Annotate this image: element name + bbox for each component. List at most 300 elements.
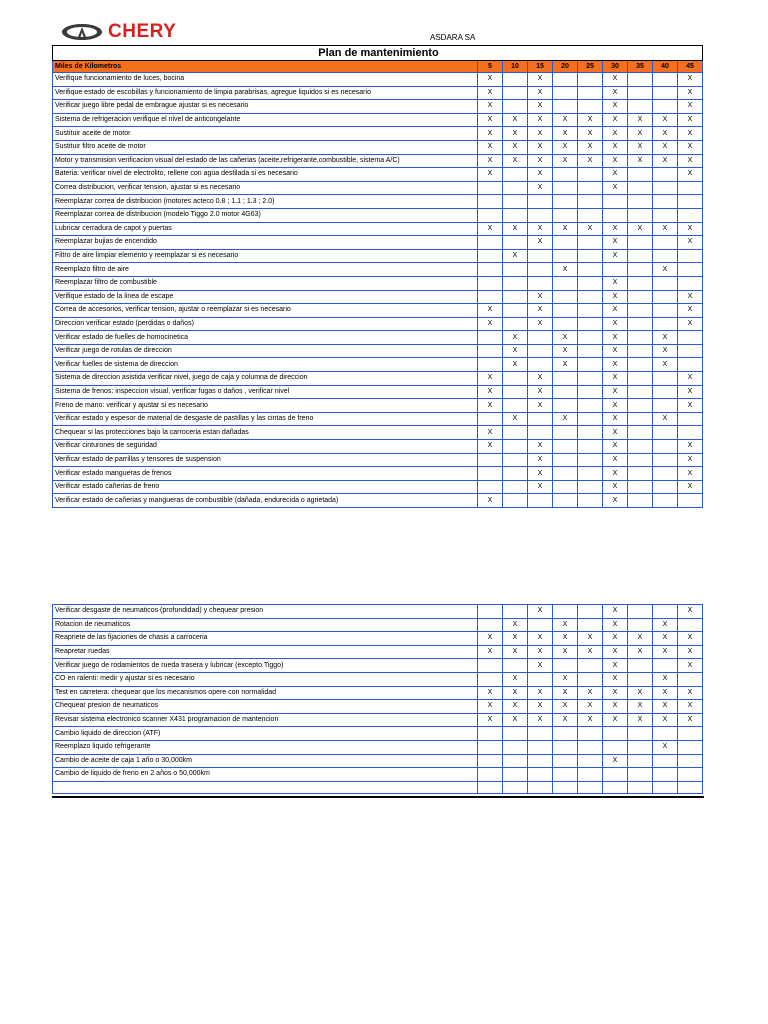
interval-cell: X [653,263,678,277]
interval-cell [678,208,703,222]
interval-cell [578,399,603,413]
table-row [53,632,703,646]
interval-cell: X [678,605,703,619]
interval-cell: X [628,713,653,727]
header-km: 35 [628,61,653,73]
task-label: Reapretar ruedas [53,645,478,659]
task-label: Reemplazar correa de distribucion (motores acteco 0.8 ; 1.1 ; 1.3 ; 2.0) [53,195,478,209]
interval-cell [578,412,603,426]
interval-cell: X [603,385,628,399]
interval-cell [578,276,603,290]
interval-cell: X [603,140,628,154]
interval-cell [578,768,603,782]
interval-cell [653,73,678,87]
interval-cell [528,344,553,358]
interval-cell: X [628,113,653,127]
maintenance-table-continued [52,604,703,794]
task-label: Correa de accesorios, verificar tension, ajustar o reemplazar si es necesario [53,304,478,318]
blank-cell [478,781,503,793]
interval-cell: X [503,672,528,686]
interval-cell: X [678,236,703,250]
table-row [53,467,703,481]
interval-cell [553,440,578,454]
interval-cell: X [553,344,578,358]
task-label: CO en ralenti: medir y ajustar si es necesario [53,672,478,686]
header-km: 40 [653,61,678,73]
table-row [53,249,703,263]
interval-cell [628,426,653,440]
table-row [53,73,703,87]
blank-cell [578,781,603,793]
interval-cell [628,467,653,481]
interval-cell [553,605,578,619]
interval-cell [553,73,578,87]
interval-cell: X [503,700,528,714]
interval-cell: X [528,290,553,304]
interval-cell [553,768,578,782]
interval-cell: X [678,222,703,236]
interval-cell [628,740,653,754]
interval-cell: X [603,358,628,372]
interval-cell [578,467,603,481]
interval-cell [503,168,528,182]
interval-cell: X [528,222,553,236]
interval-cell [503,236,528,250]
interval-cell: X [628,700,653,714]
interval-cell [578,480,603,494]
task-label: Rotacion de neumaticos [53,618,478,632]
interval-cell [678,331,703,345]
interval-cell: X [578,154,603,168]
interval-cell [653,168,678,182]
interval-cell [528,412,553,426]
interval-cell [578,304,603,318]
interval-cell: X [678,659,703,673]
interval-cell: X [603,317,628,331]
interval-cell [678,181,703,195]
interval-cell: X [603,73,628,87]
interval-cell [528,249,553,263]
interval-cell: X [578,686,603,700]
interval-cell [653,768,678,782]
table-row [53,290,703,304]
table-header-row [53,61,703,73]
table-row [53,344,703,358]
interval-cell [653,236,678,250]
interval-cell [478,754,503,768]
interval-cell [528,754,553,768]
interval-cell [678,672,703,686]
interval-cell [528,195,553,209]
interval-cell: X [503,645,528,659]
interval-cell [478,480,503,494]
interval-cell [628,249,653,263]
interval-cell: X [603,154,628,168]
interval-cell [478,453,503,467]
interval-cell [628,276,653,290]
interval-cell [653,453,678,467]
interval-cell [503,100,528,114]
interval-cell [653,426,678,440]
interval-cell: X [478,399,503,413]
interval-cell [578,344,603,358]
interval-cell: X [678,127,703,141]
interval-cell [503,467,528,481]
task-label: Verificar estado y espesor de material de desgaste de pastillas y las cintas de freno [53,412,478,426]
interval-cell [678,727,703,741]
interval-cell [503,494,528,508]
interval-cell [478,605,503,619]
interval-cell: X [528,113,553,127]
interval-cell: X [553,632,578,646]
interval-cell [478,412,503,426]
interval-cell: X [653,140,678,154]
table-row [53,222,703,236]
interval-cell [653,494,678,508]
interval-cell: X [528,645,553,659]
task-label: Verifique estado de escobillas y funcionamiento de limpia parabrisas, agregue liquidos si es necesario [53,86,478,100]
interval-cell: X [553,127,578,141]
interval-cell: X [553,358,578,372]
interval-cell: X [603,222,628,236]
interval-cell [553,399,578,413]
blank-cell [503,781,528,793]
interval-cell: X [653,686,678,700]
interval-cell: X [553,113,578,127]
interval-cell: X [478,222,503,236]
interval-cell: X [603,412,628,426]
table-row [53,480,703,494]
interval-cell: X [603,686,628,700]
interval-cell [478,331,503,345]
task-label: Chequear si las protecciones bajo la carroceria estan dañadas [53,426,478,440]
interval-cell [628,358,653,372]
table-row [53,317,703,331]
interval-cell [478,727,503,741]
interval-cell [553,453,578,467]
table-row [53,208,703,222]
task-label: Sistema de direccion asistida verificar nivel, juego de caja y columna de direccion [53,372,478,386]
interval-cell: X [478,140,503,154]
interval-cell [628,385,653,399]
interval-cell [578,754,603,768]
task-label: Filtro de aire limpiar elemento y reemplazar si es necesario [53,249,478,263]
interval-cell [528,276,553,290]
interval-cell [678,276,703,290]
interval-cell: X [503,331,528,345]
interval-cell [678,754,703,768]
chery-logo [60,22,176,42]
interval-cell: X [678,372,703,386]
interval-cell [478,344,503,358]
interval-cell: X [653,222,678,236]
interval-cell [503,304,528,318]
interval-cell: X [503,222,528,236]
interval-cell [503,768,528,782]
interval-cell: X [528,140,553,154]
task-label: Freno de mano: verificar y ajustar si es necesario [53,399,478,413]
interval-cell [578,100,603,114]
interval-cell: X [603,304,628,318]
interval-cell [528,331,553,345]
page-divider [52,796,704,798]
interval-cell [578,73,603,87]
interval-cell [653,317,678,331]
interval-cell: X [603,467,628,481]
interval-cell: X [478,494,503,508]
interval-cell: X [603,236,628,250]
blank-cell [628,781,653,793]
interval-cell [628,263,653,277]
table-title: Plan de mantenimiento [53,46,703,61]
interval-cell: X [603,372,628,386]
interval-cell: X [528,632,553,646]
interval-cell: X [478,168,503,182]
interval-cell [578,86,603,100]
interval-cell: X [628,222,653,236]
task-label: Verifique funcionamiento de luces, bocina [53,73,478,87]
interval-cell [478,249,503,263]
interval-cell: X [678,290,703,304]
interval-cell: X [603,100,628,114]
interval-cell: X [653,127,678,141]
interval-cell: X [478,385,503,399]
interval-cell: X [678,713,703,727]
interval-cell: X [653,740,678,754]
interval-cell: X [603,181,628,195]
interval-cell [628,727,653,741]
interval-cell: X [528,686,553,700]
interval-cell [628,768,653,782]
interval-cell [503,659,528,673]
interval-cell [528,672,553,686]
interval-cell [578,317,603,331]
interval-cell: X [653,618,678,632]
interval-cell: X [678,140,703,154]
interval-cell: X [678,453,703,467]
interval-cell: X [678,73,703,87]
interval-cell [653,372,678,386]
interval-cell: X [503,127,528,141]
interval-cell [553,372,578,386]
table-row [53,412,703,426]
interval-cell [478,659,503,673]
interval-cell: X [678,317,703,331]
interval-cell: X [503,154,528,168]
task-label: Verificar estado de fuelles de homocinetica [53,331,478,345]
interval-cell: X [478,372,503,386]
blank-row [53,781,703,793]
interval-cell [528,263,553,277]
interval-cell [653,727,678,741]
interval-cell [578,672,603,686]
interval-cell [653,440,678,454]
header-km: 5 [478,61,503,73]
interval-cell [553,480,578,494]
interval-cell [628,181,653,195]
interval-cell: X [503,412,528,426]
interval-cell [528,494,553,508]
table-row [53,453,703,467]
interval-cell: X [478,700,503,714]
task-label: Bateria: verificar nivel de electrolito, rellene con agua destilada si es necesario [53,168,478,182]
interval-cell [528,208,553,222]
header-km: 45 [678,61,703,73]
interval-cell: X [603,713,628,727]
interval-cell [578,426,603,440]
interval-cell [553,385,578,399]
interval-cell [553,208,578,222]
interval-cell [628,672,653,686]
interval-cell [503,440,528,454]
task-label: Chequear presion de neumaticos [53,700,478,714]
interval-cell: X [678,632,703,646]
interval-cell [628,605,653,619]
interval-cell: X [578,700,603,714]
interval-cell: X [478,86,503,100]
interval-cell [553,290,578,304]
interval-cell [578,181,603,195]
interval-cell [503,453,528,467]
interval-cell [578,440,603,454]
interval-cell: X [678,645,703,659]
task-label: Reemplazo liquido refrigerante [53,740,478,754]
table-title-row [53,46,703,61]
task-label: Verificar juego libre pedal de embrague ajustar si es necesario [53,100,478,114]
interval-cell [628,331,653,345]
interval-cell: X [528,317,553,331]
interval-cell [628,659,653,673]
interval-cell [503,86,528,100]
interval-cell [503,385,528,399]
interval-cell [628,290,653,304]
brand-name: CHERY [108,21,177,42]
interval-cell [628,304,653,318]
interval-cell [553,467,578,481]
interval-cell: X [578,713,603,727]
interval-cell: X [603,618,628,632]
task-label: Lubricar cerradura de capot y puertas [53,222,478,236]
interval-cell: X [503,618,528,632]
interval-cell: X [603,426,628,440]
interval-cell [503,399,528,413]
interval-cell: X [528,73,553,87]
interval-cell: X [478,113,503,127]
interval-cell: X [628,632,653,646]
interval-cell [528,740,553,754]
interval-cell [503,740,528,754]
interval-cell [503,181,528,195]
interval-cell: X [553,713,578,727]
task-label: Motor y transmision verificacion visual del estado de las cañerias (aceite,refrigerante,combustible, sistema A/C) [53,154,478,168]
interval-cell [578,605,603,619]
interval-cell: X [603,645,628,659]
table-row [53,372,703,386]
interval-cell: X [603,632,628,646]
interval-cell: X [578,127,603,141]
interval-cell [578,249,603,263]
header-km: 25 [578,61,603,73]
task-label: Verificar estado de cañerias y mangueras de combustible (dañada, endurecida o agrietada) [53,494,478,508]
interval-cell [578,358,603,372]
interval-cell [628,168,653,182]
interval-cell: X [578,632,603,646]
interval-cell [628,412,653,426]
interval-cell [578,659,603,673]
task-label: Sistema de refrigeracion verifique el nivel de anticongelante [53,113,478,127]
maintenance-table [52,45,703,508]
interval-cell [478,236,503,250]
table-row [53,154,703,168]
interval-cell [628,480,653,494]
interval-cell [503,605,528,619]
interval-cell: X [478,713,503,727]
task-label: Reemplazar bujias de encendido [53,236,478,250]
table-row [53,494,703,508]
interval-cell: X [528,100,553,114]
interval-cell [653,480,678,494]
table-row [53,618,703,632]
interval-cell: X [528,713,553,727]
interval-cell [528,768,553,782]
header-km: 15 [528,61,553,73]
interval-cell [628,453,653,467]
task-label: Reemplazo filtro de aire [53,263,478,277]
interval-cell: X [628,154,653,168]
interval-cell [678,195,703,209]
interval-cell [478,618,503,632]
interval-cell [478,740,503,754]
interval-cell: X [653,672,678,686]
table-row [53,426,703,440]
interval-cell [628,344,653,358]
interval-cell: X [528,467,553,481]
table-row [53,100,703,114]
chery-emblem-icon [60,23,104,41]
blank-cell [53,781,478,793]
interval-cell: X [678,154,703,168]
table-row [53,236,703,250]
interval-cell: X [678,399,703,413]
interval-cell: X [478,304,503,318]
interval-cell: X [478,73,503,87]
interval-cell: X [653,713,678,727]
interval-cell: X [578,140,603,154]
task-label: Verificar estado de parrillas y tensores de suspension [53,453,478,467]
interval-cell [578,263,603,277]
interval-cell [653,399,678,413]
interval-cell [628,440,653,454]
interval-cell: X [478,100,503,114]
interval-cell: X [503,686,528,700]
interval-cell [553,195,578,209]
interval-cell [478,290,503,304]
task-label: Verifique estado de la linea de escape [53,290,478,304]
interval-cell [678,344,703,358]
interval-cell: X [603,494,628,508]
interval-cell: X [528,700,553,714]
interval-cell: X [603,86,628,100]
interval-cell [553,740,578,754]
interval-cell [578,168,603,182]
interval-cell: X [603,700,628,714]
interval-cell: X [478,426,503,440]
table-row [53,113,703,127]
table-row [53,358,703,372]
interval-cell [478,208,503,222]
header-km: 10 [503,61,528,73]
interval-cell: X [678,168,703,182]
